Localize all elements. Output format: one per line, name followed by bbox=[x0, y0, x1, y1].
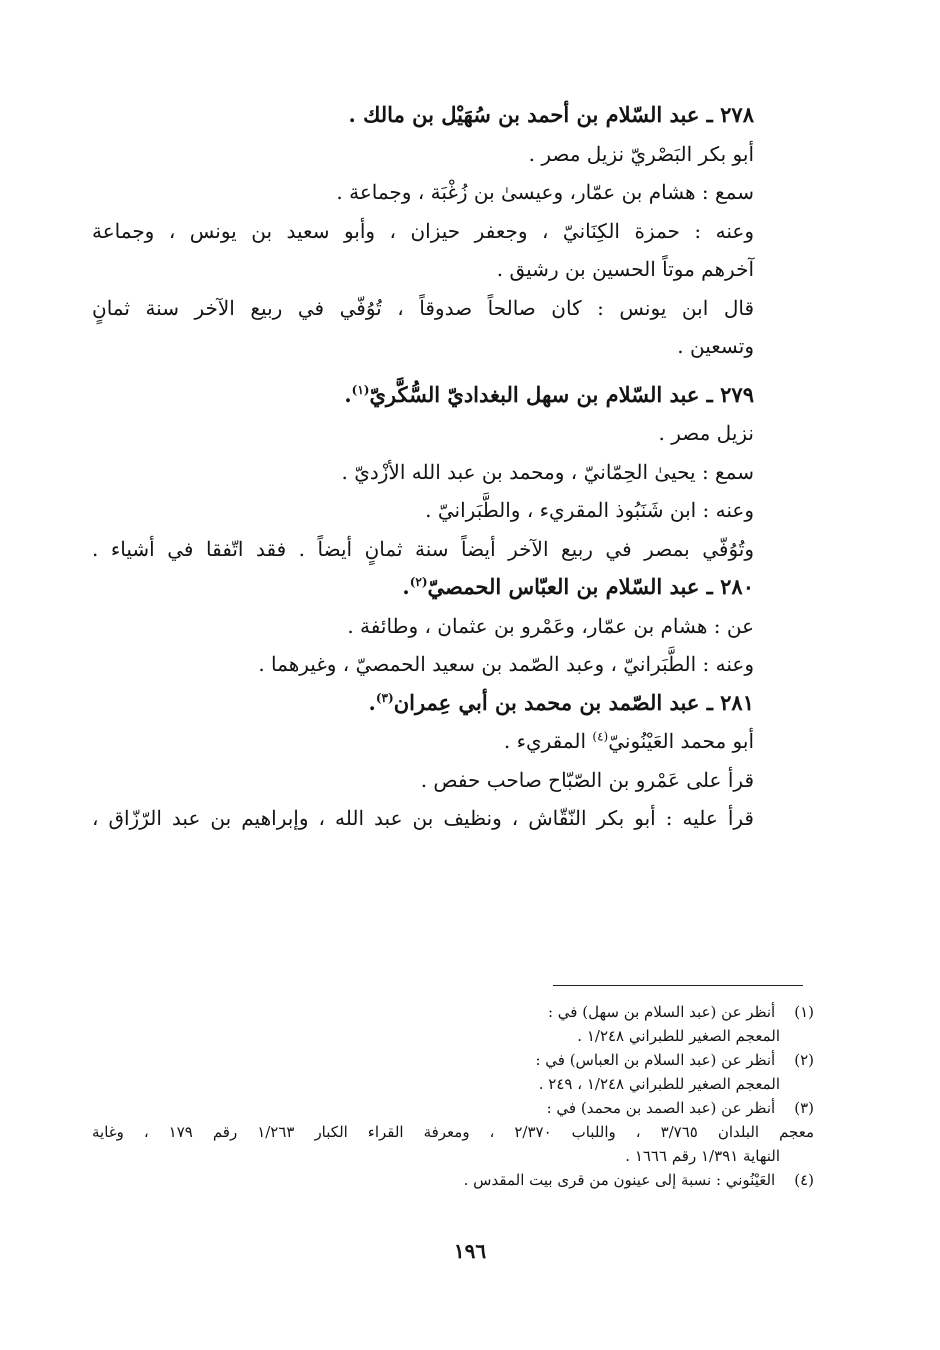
footnote-line: معجم البلدان ٣/٧٦٥ ، واللباب ٢/٣٧٠ ، ومعرفة القراء الكبار ١/٢٦٣ رقم ١٧٩ ، وغاية bbox=[92, 1123, 815, 1141]
heading-period: . bbox=[344, 381, 352, 407]
biography-entry bbox=[92, 684, 754, 838]
footnote-marker: (٢) bbox=[409, 575, 428, 589]
entry-line bbox=[92, 722, 754, 761]
entry-line: وعنه : ابن شَنَبُوذ المقريء ، والطَّبَرانيّ . bbox=[425, 498, 754, 522]
entry-line: سمع : هشام بن عمّار، وعيسىٰ بن زُغْبَة ، وجماعة . bbox=[336, 180, 754, 204]
footnotes bbox=[92, 1000, 814, 1192]
entry-line-text: المقريء . bbox=[503, 729, 587, 753]
footnote-text: أنظر عن (عبد السلام بن العباس) في : bbox=[535, 1051, 776, 1069]
entry-heading bbox=[92, 568, 754, 607]
entry-line: قال ابن يونس : كان صالحاً صدوقاً ، تُوُفّي في ربيع الآخر سنة ثمانٍ bbox=[92, 295, 755, 320]
footnote-line: المعجم الصغير للطبراني ١/٢٤٨ . bbox=[577, 1027, 780, 1045]
footnote-number: (٤) bbox=[794, 1171, 814, 1189]
page-number: ١٩٦ bbox=[453, 1239, 487, 1263]
footnote bbox=[92, 1048, 814, 1096]
entry-heading bbox=[92, 376, 754, 415]
footnote-number: (٣) bbox=[794, 1099, 814, 1117]
entry-line: قرأ على عَمْرو بن الصّبّاح صاحب حفص . bbox=[420, 767, 754, 792]
footnote-line bbox=[92, 1096, 814, 1120]
footnote-number: (٢) bbox=[794, 1051, 814, 1069]
footnote-marker: (٤) bbox=[592, 729, 609, 744]
heading-period: . bbox=[402, 574, 410, 599]
entry-heading-text: ٢٨١ ـ عبد الصّمد بن محمد بن أبي عِمران bbox=[393, 689, 754, 715]
entry-line: وعنه : حمزة الكِنَانيّ ، وجعفر حيزان ، وأبو سعيد بن يونس ، وجماعة bbox=[92, 218, 754, 243]
entry-line: آخرهم موتاً الحسين بن رشيق . bbox=[496, 257, 754, 281]
footnote-line: المعجم الصغير للطبراني ١/٢٤٨ ، ٢٤٩ . bbox=[538, 1075, 780, 1093]
entry-line: أبو بكر البَصْريّ نزيل مصر . bbox=[528, 141, 754, 166]
entry-line: قرأ عليه : أبو بكر النّقّاش ، ونظيف بن عبد الله ، وإبراهيم بن عبد الرّزّاق ، bbox=[92, 806, 754, 830]
footnote-line bbox=[92, 1000, 814, 1024]
entry-line-text: أبو محمد العَيْنُونيّ bbox=[608, 729, 754, 753]
biography-entry bbox=[92, 96, 754, 366]
biography-entry bbox=[92, 376, 754, 569]
footnote-text: العَيْنُوني : نسبة إلى عينون من قرى بيت المقدس . bbox=[463, 1171, 776, 1189]
entry-line: عن : هشام بن عمّار، وعَمْرو بن عثمان ، وطائفة . bbox=[347, 613, 754, 638]
footnote-separator bbox=[553, 985, 803, 986]
footnote-line bbox=[92, 1168, 814, 1192]
entry-heading-text: ٢٨٠ ـ عبد السّلام بن العبّاس الحمصيّ bbox=[427, 574, 754, 599]
entry-line: وعنه : الطَّبَرانيّ ، وعبد الصّمد بن سعيد الحمصيّ ، وغيرهما . bbox=[258, 652, 754, 676]
entry-line: وتُوُفّي بمصر في ربيع الآخر أيضاً سنة ثمانٍ أيضاً . فقد اتّفقا في أشياء . bbox=[92, 536, 754, 561]
footnote bbox=[92, 1168, 814, 1192]
footnote-line: النهاية ١/٣٩١ رقم ١٦٦٦ . bbox=[625, 1147, 780, 1165]
entry-heading: ٢٧٨ ـ عبد السّلام بن أحمد بن سُهَيْل بن مالك . bbox=[348, 102, 754, 127]
footnote bbox=[92, 1000, 814, 1048]
heading-period: . bbox=[368, 689, 376, 715]
entry-line: سمع : يحيىٰ الحِمّانيّ ، ومحمد بن عبد الله الأزْديّ . bbox=[341, 459, 754, 484]
biography-entry bbox=[92, 568, 754, 684]
footnote-text: أنظر عن (عبد السلام بن سهل) في : bbox=[547, 1003, 776, 1021]
footnote-line bbox=[92, 1048, 814, 1072]
entry-heading-text: ٢٧٩ ـ عبد السّلام بن سهل البغداديّ السُّكَّريّ bbox=[369, 381, 754, 407]
footnote-number: (١) bbox=[794, 1003, 814, 1021]
entry-line: نزيل مصر . bbox=[658, 421, 754, 445]
entry-heading bbox=[92, 684, 754, 723]
main-text bbox=[92, 96, 754, 838]
footnote-marker: (١) bbox=[351, 382, 370, 397]
entry-line: وتسعين . bbox=[677, 334, 754, 358]
footnote-text: أنظر عن (عبد الصمد بن محمد) في : bbox=[546, 1099, 776, 1117]
footnote bbox=[92, 1096, 814, 1168]
footnote-marker: (٣) bbox=[375, 690, 394, 705]
